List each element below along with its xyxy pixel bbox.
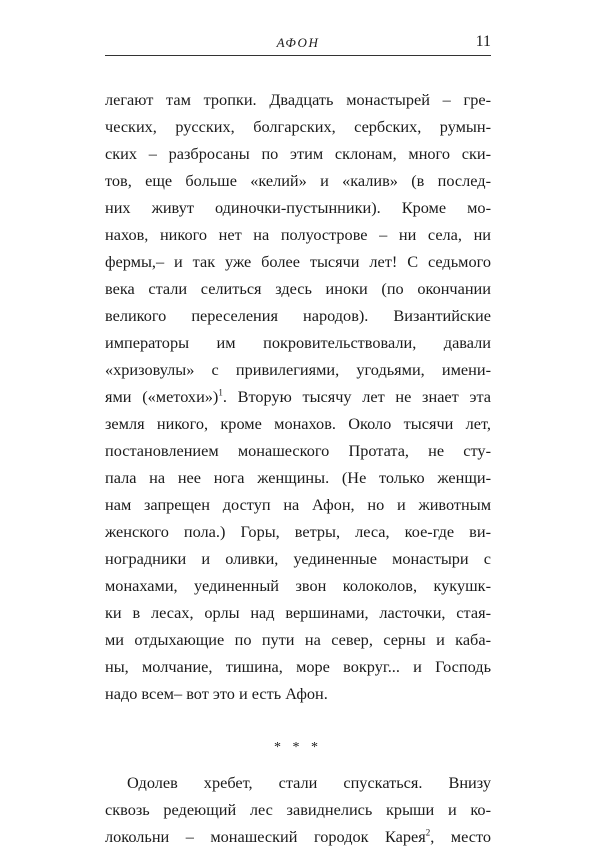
text-fragment: ями («метохи») xyxy=(105,387,219,406)
text-line: фермы,– и так уже более тысячи лет! С седьмого xyxy=(105,252,491,271)
spacer xyxy=(105,707,491,734)
text-line-with-footnote xyxy=(105,823,491,850)
text-line: «хризовулы» с привилегиями, угодьями, имени- xyxy=(105,360,491,379)
text-line: женского пола.) Горы, ветры, леса, кое-где ви- xyxy=(105,522,491,541)
footnote-marker: 2 xyxy=(425,827,431,838)
text-line: императоры им покровительствовали, давали xyxy=(105,333,491,352)
running-title: АФОН xyxy=(276,35,320,50)
text-line: Одолев хребет, стали спускаться. Внизу xyxy=(127,773,491,792)
header-rule xyxy=(105,55,491,56)
text-line: легают там тропки. Двадцать монастырей – гре- xyxy=(105,90,491,109)
text-line: ских – разбросаны по этим склонам, много ски- xyxy=(105,144,491,163)
text-line: ми отдыхающие по пути на север, серны и каба- xyxy=(105,630,491,649)
page-number: 11 xyxy=(475,33,491,50)
text-line: ноградники и оливки, уединенные монастыри с xyxy=(105,549,491,568)
text-fragment: локольни – монашеский городок Карея xyxy=(105,827,426,846)
text-line: земля никого, кроме монахов. Около тысячи лет, xyxy=(105,414,491,433)
running-header xyxy=(105,34,491,52)
footnote-marker: 1 xyxy=(218,387,223,398)
text-line: ческих, русских, болгарских, сербских, румын- xyxy=(105,117,491,136)
section-break: * * * xyxy=(274,740,322,755)
text-line: ки в лесах, орлы над вершинами, ласточки, стая- xyxy=(105,603,491,622)
spacer xyxy=(105,761,491,769)
text-line: сквозь редеющий лес завиднелись крыши и ко- xyxy=(105,800,491,819)
text-line: великого переселения народов). Византийские xyxy=(105,306,491,325)
text-line-with-footnote xyxy=(105,383,491,410)
text-line: монахами, уединенный звон колоколов, кукушк- xyxy=(105,576,491,595)
body-text xyxy=(105,86,491,850)
text-line: нам запрещен доступ на Афон, но и животным xyxy=(105,495,491,514)
text-line: нахов, никого нет на полуострове – ни села, ни xyxy=(105,225,491,244)
text-line: тов, еще больше «келий» и «калив» (в послед- xyxy=(105,171,491,190)
text-fragment: , место xyxy=(430,827,492,846)
text-line: надо всем– вот это и есть Афон. xyxy=(105,684,328,703)
text-fragment: . Вторую тысячу лет не знает эта xyxy=(222,387,492,406)
text-line: постановлением монашеского Протата, не сту- xyxy=(105,441,491,460)
text-line: них живут одиночки-пустынники). Кроме мо- xyxy=(105,198,491,217)
text-line: пала на нее нога женщины. (Не только женщи- xyxy=(105,468,491,487)
text-line: века стали селиться здесь иноки (по окончании xyxy=(105,279,491,298)
text-line: ны, молчание, тишина, море вокруг... и Господь xyxy=(105,657,491,676)
